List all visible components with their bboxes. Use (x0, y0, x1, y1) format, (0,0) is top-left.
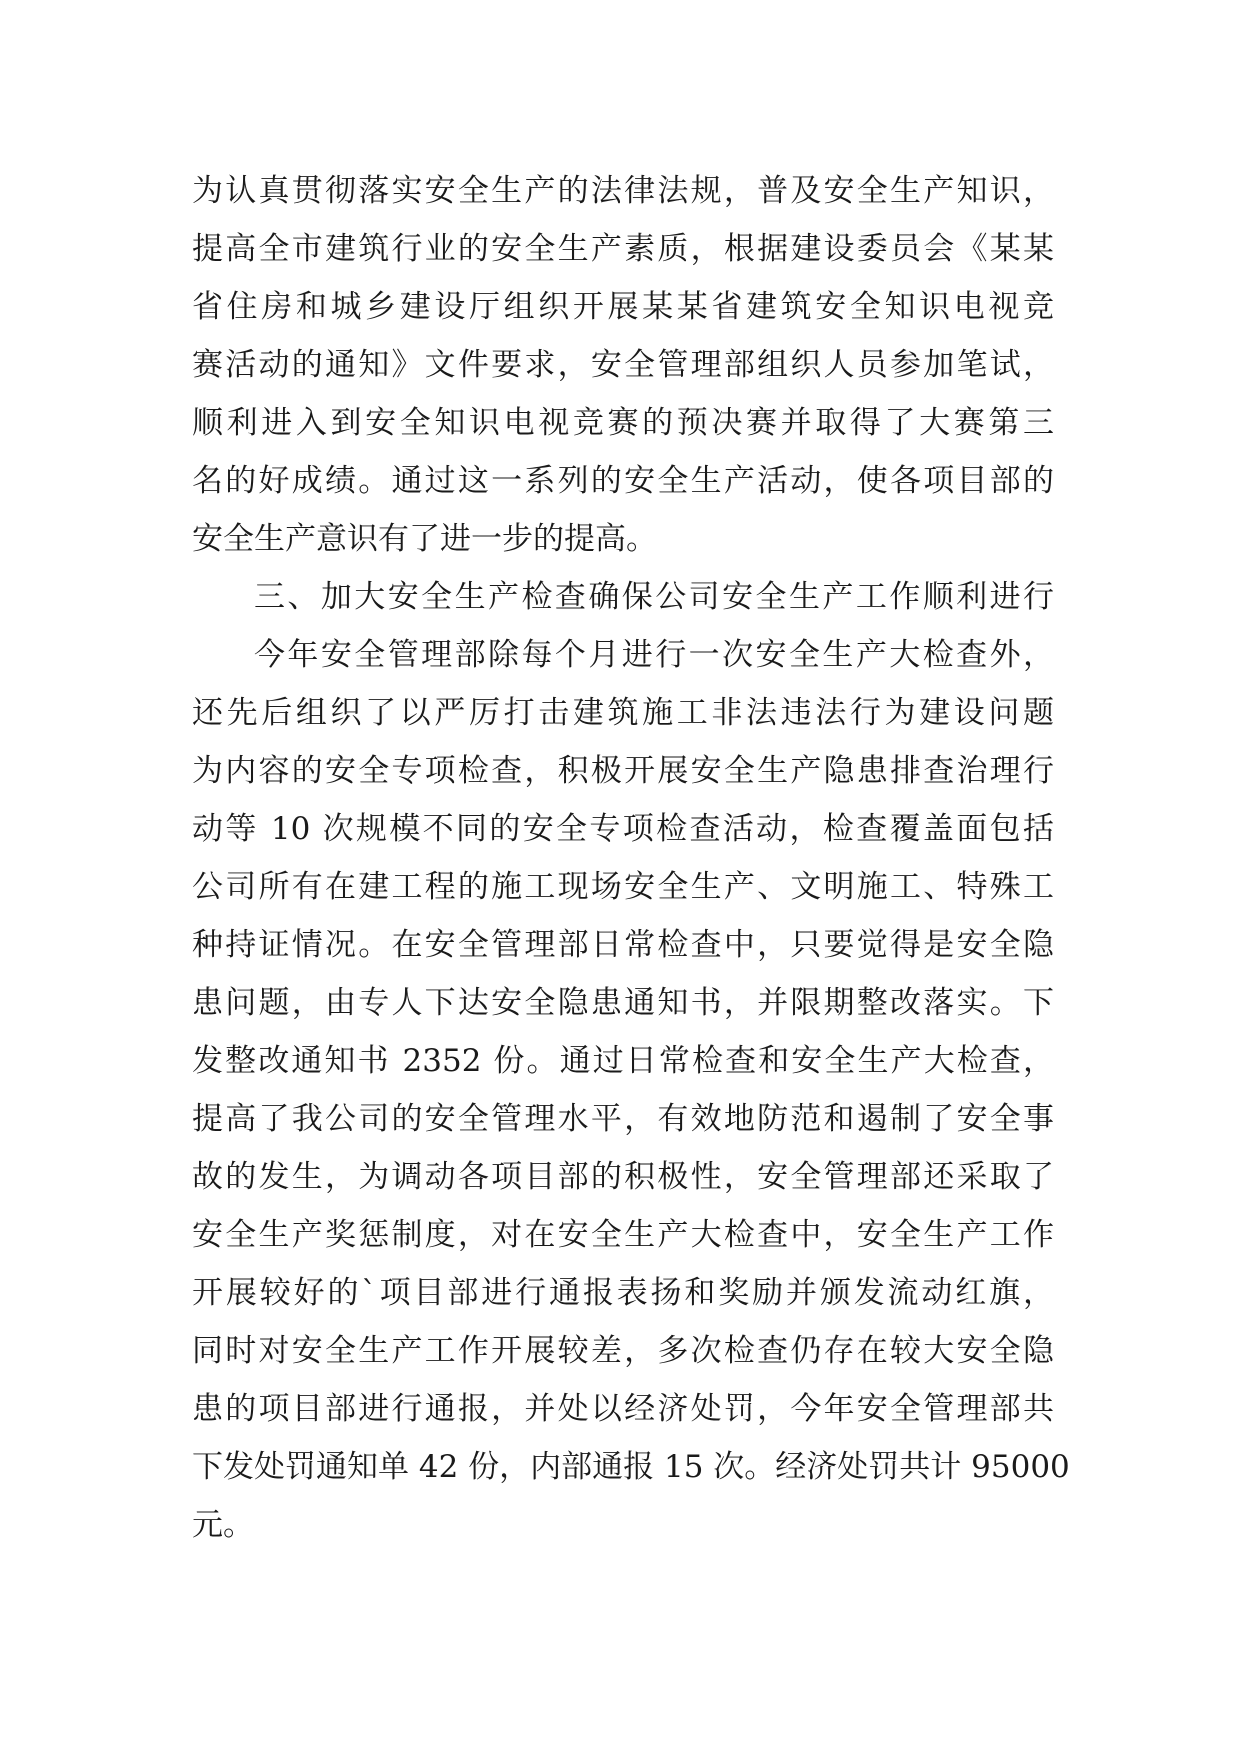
text-line: 发整改通知书 2352 份。通过日常检查和安全生产大检查， (192, 1043, 1054, 1079)
text-line: 患问题，由专人下达安全隐患通知书，并限期整改落实。下 (192, 985, 1054, 1021)
section-heading: 三、加大安全生产检查确保公司安全生产工作顺利进行 (254, 579, 1054, 615)
text-line: 患的项目部进行通报，并处以经济处罚，今年安全管理部共 (192, 1391, 1054, 1427)
text-line: 开展较好的`项目部进行通报表扬和奖励并颁发流动红旗， (192, 1275, 1054, 1311)
text-line: 故的发生，为调动各项目部的积极性，安全管理部还采取了 (192, 1159, 1054, 1195)
text-line: 为认真贯彻落实安全生产的法律法规，普及安全生产知识， (192, 173, 1054, 209)
text-line: 还先后组织了以严厉打击建筑施工非法违法行为建设问题 (192, 695, 1054, 731)
body-text (192, 162, 1070, 1554)
text-line: 种持证情况。在安全管理部日常检查中，只要觉得是安全隐 (192, 927, 1054, 963)
text-line: 安全生产意识有了进一步的提高。 (192, 521, 657, 557)
text-line: 提高全市建筑行业的安全生产素质，根据建设委员会《某某 (192, 231, 1054, 267)
text-line: 提高了我公司的安全管理水平，有效地防范和遏制了安全事 (192, 1101, 1054, 1137)
text-line: 下发处罚通知单 42 份，内部通报 15 次。经济处罚共计 95000 (192, 1449, 1070, 1485)
text-line: 为内容的安全专项检查，积极开展安全生产隐患排查治理行 (192, 753, 1054, 789)
text-line: 安全生产奖惩制度，对在安全生产大检查中，安全生产工作 (192, 1217, 1054, 1253)
text-line: 动等 10 次规模不同的安全专项检查活动，检查覆盖面包括 (192, 811, 1054, 847)
text-line: 公司所有在建工程的施工现场安全生产、文明施工、特殊工 (192, 869, 1054, 905)
text-line: 今年安全管理部除每个月进行一次安全生产大检查外， (254, 637, 1054, 673)
text-line: 名的好成绩。通过这一系列的安全生产活动，使各项目部的 (192, 463, 1054, 499)
text-line: 顺利进入到安全知识电视竞赛的预决赛并取得了大赛第三 (192, 405, 1054, 441)
text-line: 同时对安全生产工作开展较差，多次检查仍存在较大安全隐 (192, 1333, 1054, 1369)
text-line: 赛活动的通知》文件要求，安全管理部组织人员参加笔试， (192, 347, 1054, 383)
text-line: 元。 (192, 1507, 254, 1543)
text-line: 省住房和城乡建设厅组织开展某某省建筑安全知识电视竞 (192, 289, 1054, 325)
